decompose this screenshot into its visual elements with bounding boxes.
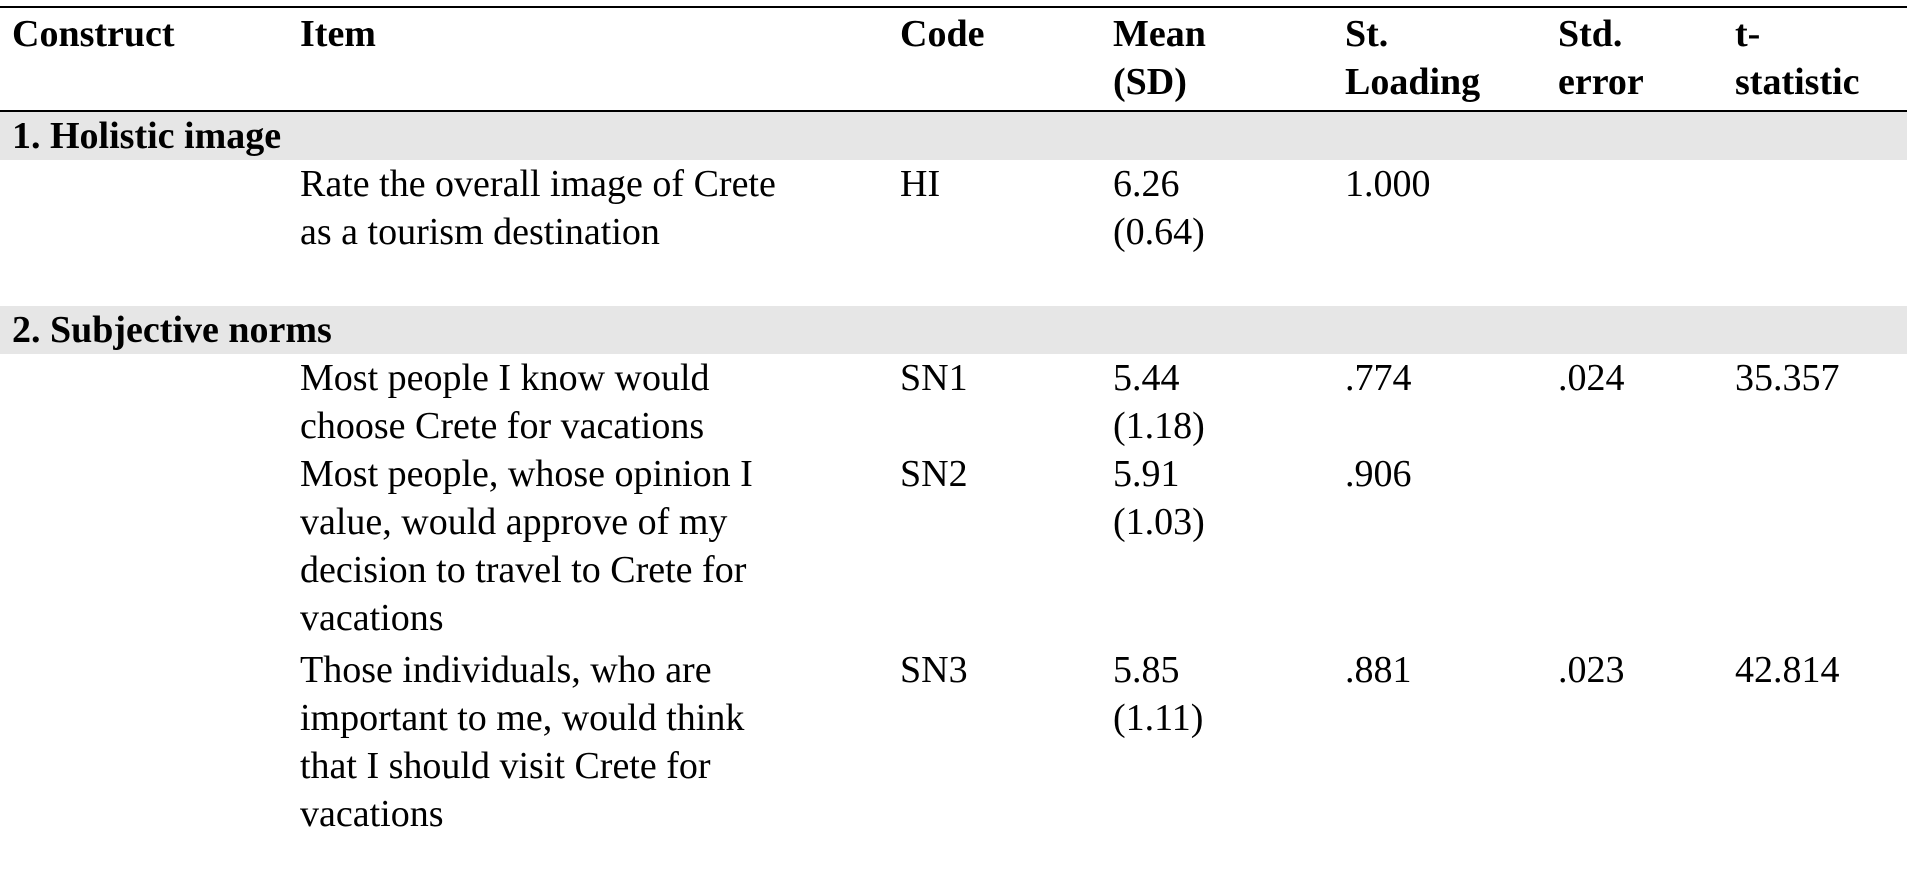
loading-cell: 1.000	[1345, 163, 1431, 205]
header-construct: Construct	[12, 13, 175, 55]
item-text	[300, 450, 753, 642]
item-line: that I should visit Crete for	[300, 745, 711, 787]
table-top-rule	[0, 6, 1907, 8]
item-line: important to me, would think	[300, 697, 745, 739]
item-text	[300, 160, 776, 256]
header-loading-line2: Loading	[1345, 61, 1481, 103]
item-line: Most people, whose opinion I	[300, 453, 753, 495]
mean-value: 6.26	[1113, 163, 1180, 205]
header-std-error-line2: error	[1558, 61, 1644, 103]
t-statistic-cell: 42.814	[1735, 649, 1840, 691]
loading-cell: .906	[1345, 453, 1412, 495]
item-line: choose Crete for vacations	[300, 405, 705, 447]
t-statistic-cell: 35.357	[1735, 357, 1840, 399]
section-title: 2. Subjective norms	[12, 309, 332, 351]
item-line: vacations	[300, 597, 444, 639]
item-line: Those individuals, who are	[300, 649, 712, 691]
code-cell: SN1	[900, 357, 968, 399]
item-line: vacations	[300, 793, 444, 835]
sd-value: (0.64)	[1113, 211, 1205, 253]
item-line: Most people I know would	[300, 357, 710, 399]
item-text	[300, 354, 710, 450]
header-mean-line1: Mean	[1113, 13, 1206, 55]
header-t-line2: statistic	[1735, 61, 1860, 103]
header-std-error	[1558, 10, 1644, 106]
loading-cell: .774	[1345, 357, 1412, 399]
section-band-subjective-norms	[0, 306, 1907, 354]
item-line: as a tourism destination	[300, 211, 660, 253]
mean-cell	[1113, 354, 1205, 450]
mean-value: 5.44	[1113, 357, 1180, 399]
code-cell: SN3	[900, 649, 968, 691]
std-error-cell: .024	[1558, 357, 1625, 399]
mean-cell	[1113, 646, 1203, 742]
mean-cell	[1113, 450, 1205, 546]
section-band-holistic-image	[0, 112, 1907, 160]
header-mean-line2: (SD)	[1113, 61, 1187, 103]
item-line: decision to travel to Crete for	[300, 549, 747, 591]
item-text	[300, 646, 744, 838]
header-code: Code	[900, 13, 985, 55]
header-item: Item	[300, 13, 376, 55]
item-line: value, would approve of my	[300, 501, 728, 543]
sd-value: (1.03)	[1113, 501, 1205, 543]
sd-value: (1.18)	[1113, 405, 1205, 447]
header-std-error-line1: Std.	[1558, 13, 1623, 55]
loading-cell: .881	[1345, 649, 1412, 691]
header-t-statistic	[1735, 10, 1860, 106]
mean-cell	[1113, 160, 1205, 256]
mean-value: 5.85	[1113, 649, 1180, 691]
item-line: Rate the overall image of Crete	[300, 163, 776, 205]
header-t-line1: t-	[1735, 13, 1761, 55]
code-cell: HI	[900, 163, 941, 205]
section-title: 1. Holistic image	[12, 115, 282, 157]
sd-value: (1.11)	[1113, 697, 1204, 739]
std-error-cell: .023	[1558, 649, 1625, 691]
header-mean	[1113, 10, 1206, 106]
header-loading-line1: St.	[1345, 13, 1389, 55]
mean-value: 5.91	[1113, 453, 1180, 495]
code-cell: SN2	[900, 453, 968, 495]
header-loading	[1345, 10, 1480, 106]
